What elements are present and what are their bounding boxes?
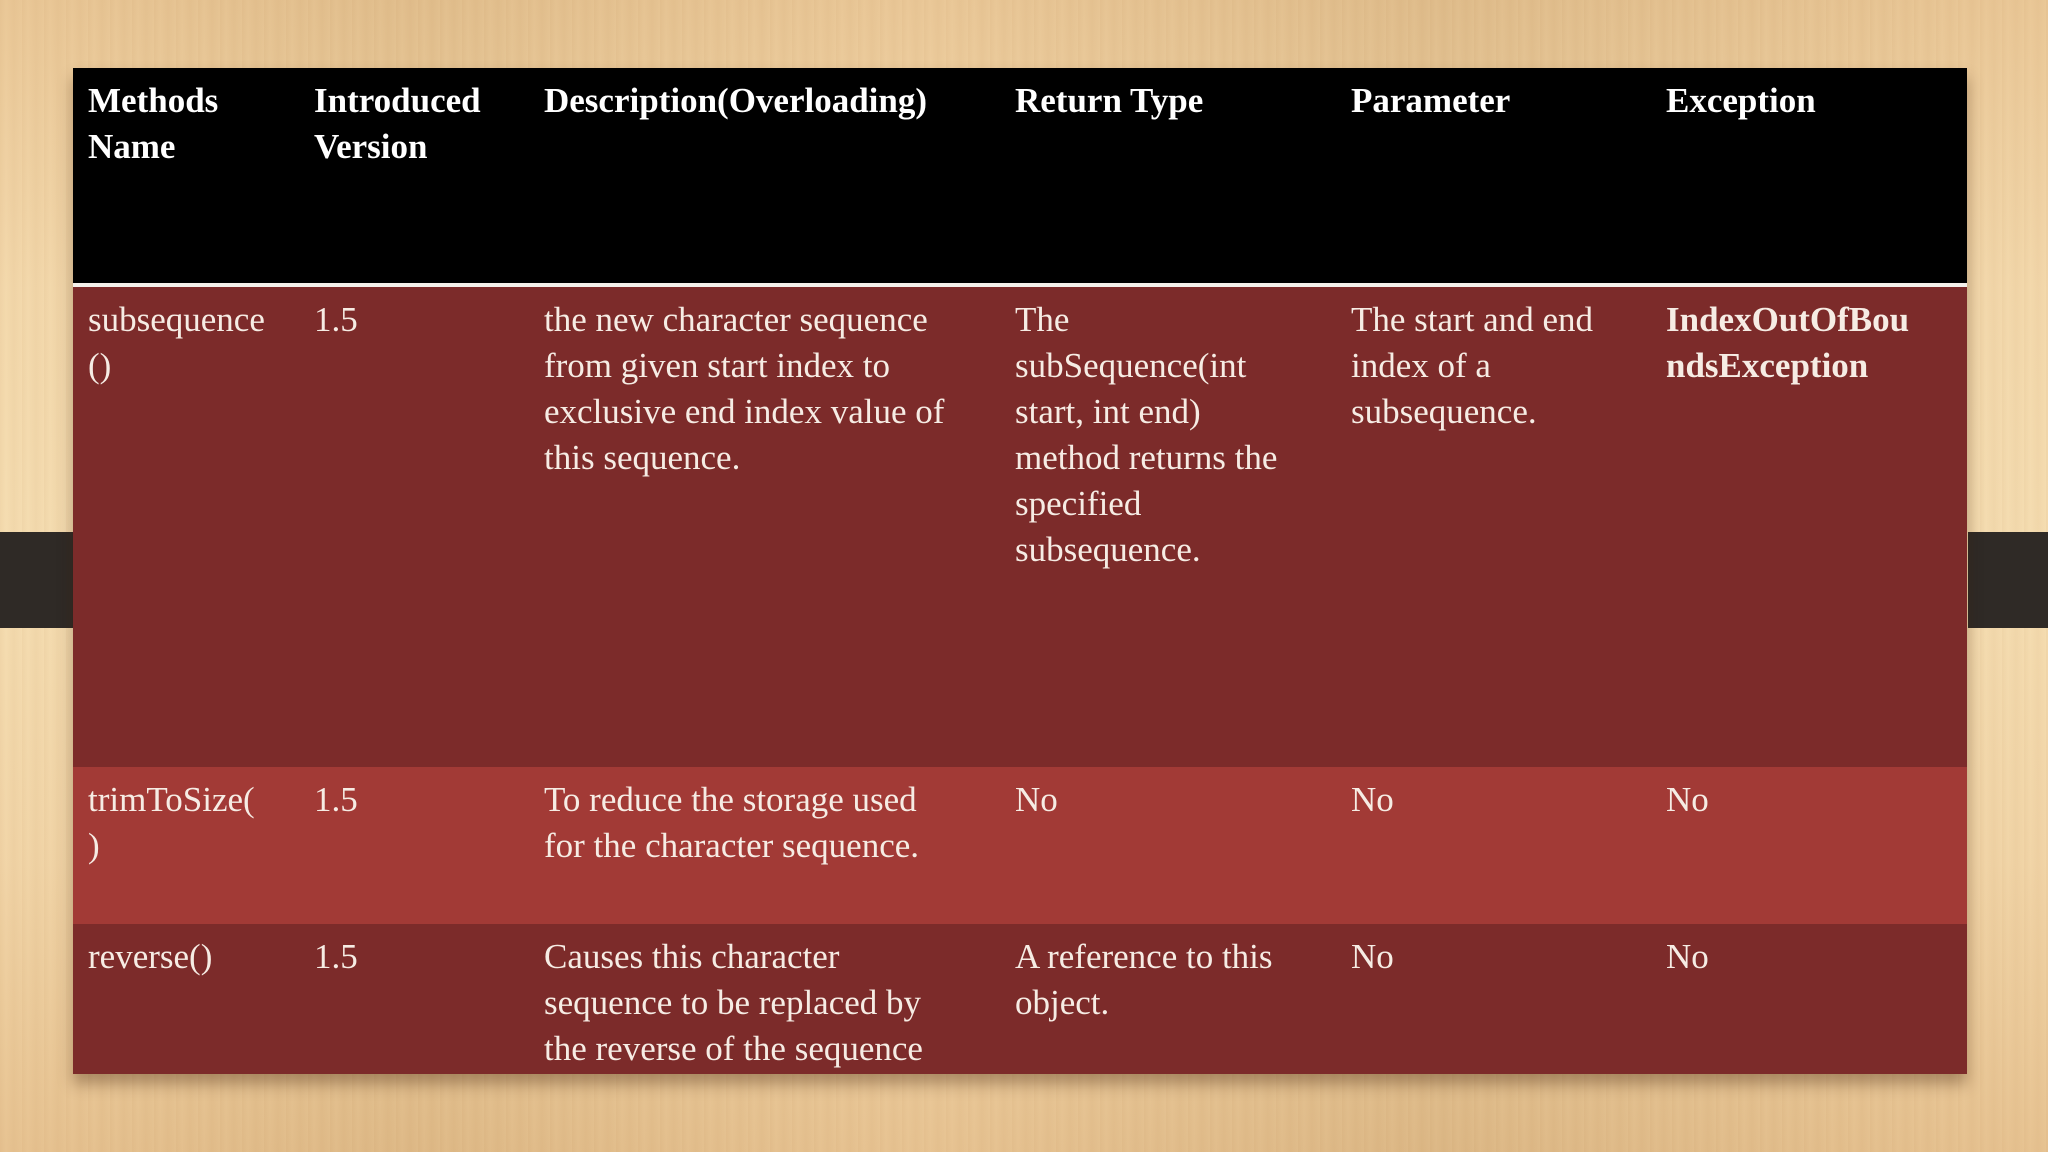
cell-line: A reference to this: [1015, 937, 1273, 976]
header-text: Return Type: [1015, 81, 1204, 120]
cell-line: method returns the: [1015, 438, 1278, 477]
table-row: [73, 767, 1967, 924]
cell-line: the reverse of the sequence: [544, 1029, 923, 1068]
header-text: Parameter: [1351, 81, 1511, 120]
table-row: [73, 287, 1967, 767]
header-text: Exception: [1666, 81, 1816, 120]
cell-parameter: [1351, 767, 1641, 823]
cell-line: No: [1015, 780, 1058, 819]
cell-parameter: [1351, 924, 1641, 980]
cell-line: No: [1666, 937, 1709, 976]
cell-line: start, int end): [1015, 392, 1201, 431]
cell-line: No: [1666, 780, 1709, 819]
cell-line: 1.5: [314, 780, 358, 819]
methods-table: [73, 68, 1967, 1074]
header-text: Name: [88, 127, 176, 166]
cell-line: specified: [1015, 484, 1142, 523]
cell-line: sequence to be replaced by: [544, 983, 922, 1022]
cell-parameter: [1351, 287, 1641, 435]
table-header-row: [73, 68, 1967, 283]
cell-description: [544, 924, 984, 1072]
cell-description: [544, 287, 984, 481]
cell-line: subsequence.: [1351, 392, 1537, 431]
cell-line: No: [1351, 780, 1394, 819]
cell-exception: [1666, 924, 1956, 980]
cell-line: subSequence(int: [1015, 346, 1247, 385]
header-text: Methods: [88, 81, 219, 120]
cell-line: IndexOutOfBou: [1666, 300, 1910, 339]
cell-line: reverse(): [88, 937, 213, 976]
header-introduced-version: [314, 68, 524, 170]
cell-line: the new character sequence: [544, 300, 928, 339]
cell-version: [314, 287, 524, 343]
cell-line: from given start index to: [544, 346, 891, 385]
cell-line: (): [88, 346, 112, 385]
cell-line: for the character sequence.: [544, 826, 920, 865]
cell-line: this sequence.: [544, 438, 741, 477]
cell-method-name: [88, 924, 303, 980]
table-row: [73, 924, 1967, 1074]
cell-line: ndsException: [1666, 346, 1869, 385]
cell-line: ): [88, 826, 100, 865]
cell-line: trimToSize(: [88, 780, 255, 819]
cell-line: The start and end: [1351, 300, 1593, 339]
header-parameter: [1351, 68, 1641, 124]
cell-exception: [1666, 287, 1956, 389]
cell-line: index of a: [1351, 346, 1491, 385]
cell-line: subsequence.: [1015, 530, 1201, 569]
cell-version: [314, 767, 524, 823]
cell-version: [314, 924, 524, 980]
cell-line: exclusive end index value of: [544, 392, 945, 431]
header-text: Description(Overloading): [544, 81, 928, 120]
cell-return-type: [1015, 287, 1325, 573]
background-band-left: [0, 532, 74, 628]
cell-line: object.: [1015, 983, 1110, 1022]
header-text: Version: [314, 127, 428, 166]
cell-line: 1.5: [314, 937, 358, 976]
cell-line: The: [1015, 300, 1070, 339]
header-description: [544, 68, 984, 124]
cell-line: Causes this character: [544, 937, 840, 976]
cell-exception: [1666, 767, 1956, 823]
cell-line: To reduce the storage used: [544, 780, 917, 819]
cell-return-type: [1015, 924, 1325, 1026]
header-return-type: [1015, 68, 1325, 124]
cell-line: subsequence: [88, 300, 265, 339]
cell-line: 1.5: [314, 300, 358, 339]
cell-method-name: [88, 767, 303, 869]
cell-line: No: [1351, 937, 1394, 976]
cell-method-name: [88, 287, 303, 389]
cell-description: [544, 767, 984, 869]
header-text: Introduced: [314, 81, 481, 120]
header-exception: [1666, 68, 1956, 124]
header-methods-name: [88, 68, 303, 170]
cell-return-type: [1015, 767, 1325, 823]
background-band-right: [1968, 532, 2048, 628]
